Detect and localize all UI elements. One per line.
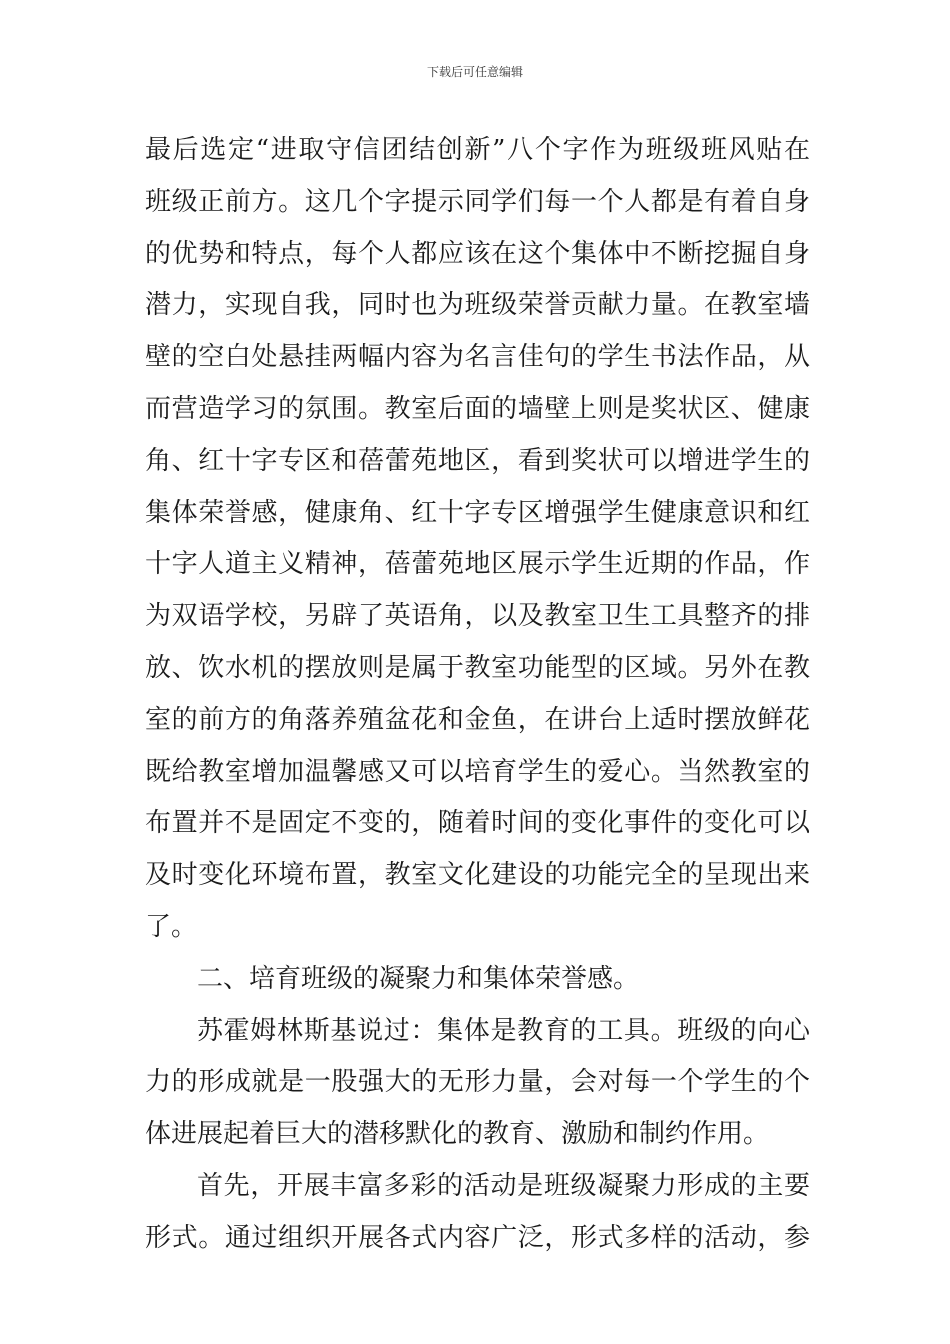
- document-body: [145, 125, 810, 1265]
- text-line: 集体荣誉感，健康角、红十字专区增强学生健康意识和红: [145, 497, 810, 528]
- text-line: 首先，开展丰富多彩的活动是班级凝聚力形成的主要: [197, 1170, 810, 1201]
- text-line: 而营造学习的氛围。教室后面的墙壁上则是奖状区、健康: [145, 393, 810, 424]
- text-line: 既给教室增加温馨感又可以培育学生的爱心。当然教室的: [145, 756, 810, 787]
- text-line: 的优势和特点，每个人都应该在这个集体中不断挖掘自身: [145, 238, 810, 269]
- text-line: 及时变化环境布置，教室文化建设的功能完全的呈现出来: [145, 860, 810, 891]
- text-line: 室的前方的角落养殖盆花和金鱼，在讲台上适时摆放鲜花: [145, 704, 810, 735]
- text-line: 形式。通过组织开展各式内容广泛，形式多样的活动，参: [145, 1222, 810, 1253]
- text-line: 十字人道主义精神，蓓蕾苑地区展示学生近期的作品，作: [145, 549, 810, 580]
- text-line: 壁的空白处悬挂两幅内容为名言佳句的学生书法作品，从: [145, 342, 810, 373]
- text-line: 了。: [145, 911, 198, 942]
- section-heading: 二、培育班级的凝聚力和集体荣誉感。: [197, 963, 640, 994]
- text-line: 体进展起着巨大的潜移默化的教育、激励和制约作用。: [145, 1119, 770, 1150]
- text-line: 最后选定“进取守信团结创新”八个字作为班级班风贴在: [145, 135, 810, 165]
- text-line: 力的形成就是一股强大的无形力量，会对每一个学生的个: [145, 1067, 810, 1098]
- text-line: 角、红十字专区和蓓蕾苑地区，看到奖状可以增进学生的: [145, 445, 810, 476]
- text-line: 放、饮水机的摆放则是属于教室功能型的区域。另外在教: [145, 652, 810, 683]
- text-line: 为双语学校，另辟了英语角，以及教室卫生工具整齐的排: [145, 601, 810, 632]
- text-line: 布置并不是固定不变的，随着时间的变化事件的变化可以: [145, 808, 810, 839]
- text-line: 苏霍姆林斯基说过：集体是教育的工具。班级的向心: [197, 1015, 810, 1046]
- page-header: 下载后可任意编辑: [426, 65, 523, 79]
- text-line: 班级正前方。这几个字提示同学们每一个人都是有着自身: [145, 186, 810, 217]
- text-line: 潜力，实现自我，同时也为班级荣誉贡献力量。在教室墙: [145, 290, 810, 321]
